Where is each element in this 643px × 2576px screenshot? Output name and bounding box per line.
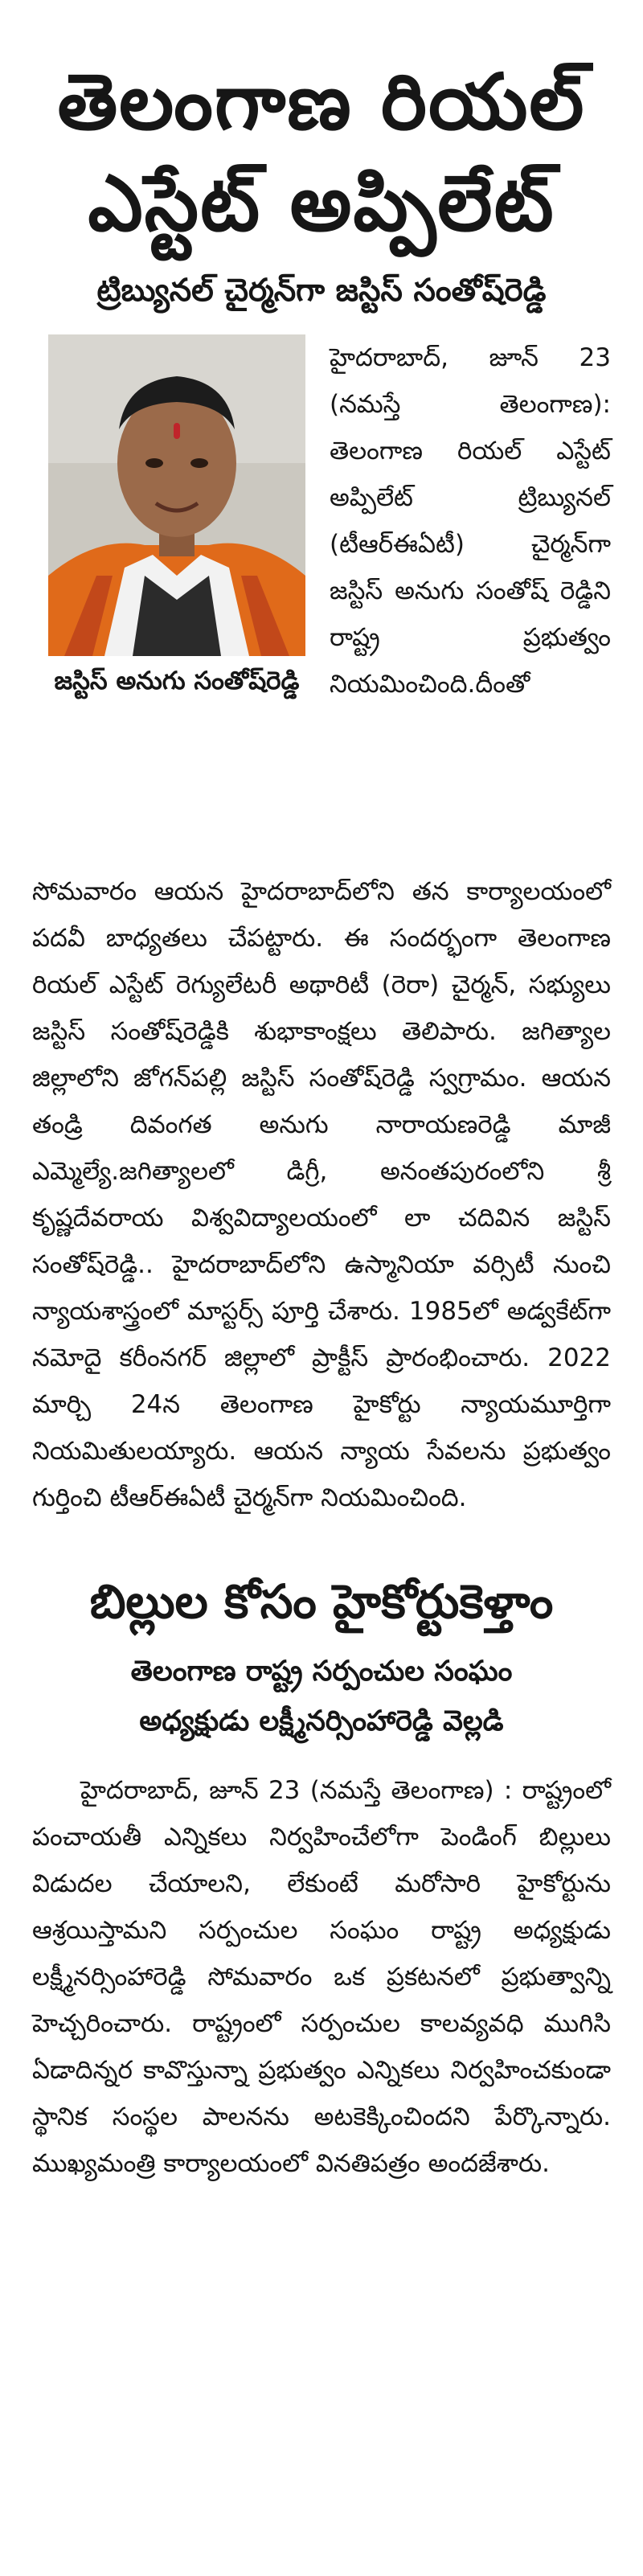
photo-caption: జస్టిస్ అనుగు సంతోష్‌రెడ్డి [54,667,300,695]
story2-headline: బిల్లుల కోసం హైకోర్టుకెళ్తాం [89,1574,554,1629]
story1-lead-block [0,334,643,868]
story2-subheadline-line2: అధ్యక్షుడు లక్ష్మీనర్సింహారెడ్డి వెల్లడి [139,1705,504,1737]
story1-lead-paragraph: హైదరాబాద్, జూన్ 23 (నమస్తే తెలంగాణ): తెలంగాణ రియల్ ఎస్టేట్ అప్పిలేట్ ట్రిబ్యునల్ (టీఆర్‌ఈఏటీ) చైర్మన్‌గా జస్టిస్ అనుగు సంతోష్ రెడ్డిని రాష్ట్ర ప్రభుత్వం నియమించింది.దీంతో [330,343,611,699]
story1-subheadline: ట్రిబ్యునల్ చైర్మన్‌గా జస్టిస్ సంతోష్‌రెడ్డి [96,273,547,309]
story1-body: సోమవారం ఆయన హైదరాబాద్‌లోని తన కార్యాలయంలో పదవీ బాధ్యతలు చేపట్టారు. ఈ సందర్భంగా తెలంగాణ రియల్ ఎస్టేట్ రెగ్యులేటరీ అథారిటీ (రెరా) చైర్మన్, సభ్యులు జస్టిస్ సంతోష్‌రెడ్డికి శుభాకాంక్షలు తెలిపారు. జగిత్యాల జిల్లాలోని జోగన్‌పల్లి జస్టిస్ సంతోష్‌రెడ్డి స్వగ్రామం. ఆయన తండ్రి దివంగత అనుగు నారాయణరెడ్డి మాజీ ఎమ్మెల్యే.జగిత్యాలలో డిగ్రీ, అనంతపురంలోని శ్రీ కృష్ణదేవరాయ విశ్వవిద్యాలయంలో లా చదివిన జస్టిస్ సంతోష్‌రెడ్డి.. హైదరాబాద్‌లోని ఉస్మానియా వర్సిటీ నుంచి న్యాయశాస్త్రంలో మాస్టర్స్ పూర్తి చేశారు. 1985లో అడ్వకేట్‌గా నమోదై కరీంనగర్ జిల్లాలో ప్రాక్టీస్ ప్రారంభించారు. 2022 మార్చి 24న తెలంగాణ హైకోర్టు న్యాయమూర్తిగా నియమితులయ్యారు. ఆయన న్యాయ సేవలను ప్రభుత్వం గుర్తించి టీఆర్‌ఈఏటీ చైర్మన్‌గా నియమించింది. [32,877,611,1512]
story1-headline: తెలంగాణ రియల్ ఎస్టేట్ అప్పిలేట్ [57,57,586,248]
story2-body: హైదరాబాద్, జూన్ 23 (నమస్తే తెలంగాణ) : రాష్ట్రంలో పంచాయతీ ఎన్నికలు నిర్వహించేలోగా పెండింగ్ బిల్లులు విడుదల చేయాలని, లేకుంటే మరోసారి హైకోర్టును ఆశ్రయిస్తామని సర్పంచుల సంఘం రాష్ట్ర అధ్యక్షుడు లక్ష్మీనర్సింహారెడ్డి సోమవారం ఒక ప్రకటనలో ప్రభుత్వాన్ని హెచ్చరించారు. రాష్ట్రంలో సర్పంచుల కాలవ్యవధి ముగిసి ఏడాదిన్నర కావొస్తున్నా ప్రభుత్వం ఎన్నికలు నిర్వహించకుండా స్థానిక సంస్థల పాలనను అటకెక్కించిందని పేర్కొన్నారు. ముఖ్యమంత్రి కార్యాలయంలో వినతిపత్రం అందజేశారు. [32,1776,611,2178]
portrait-photo [48,334,305,656]
story2-subheadline-line1: తెలంగాణ రాష్ట్ర సర్పంచుల సంఘం [130,1655,513,1688]
